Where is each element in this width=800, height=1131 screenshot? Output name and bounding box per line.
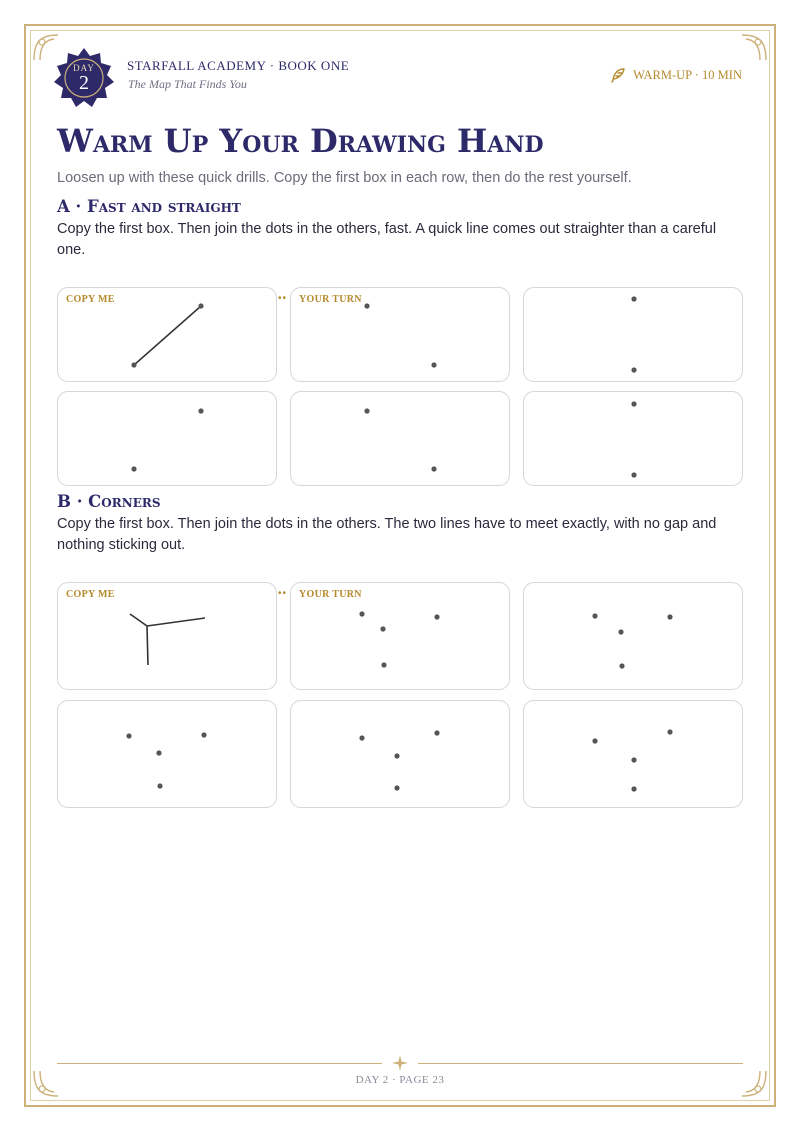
book-title: The Map That Finds You [128, 77, 247, 91]
dot-group [524, 701, 744, 809]
practice-box[interactable] [523, 287, 743, 382]
example-line [58, 288, 278, 383]
section-b-heading: B · Corners [57, 492, 161, 511]
dot-pair [291, 392, 511, 487]
footer-divider [57, 1063, 382, 1064]
practice-box[interactable] [290, 287, 510, 382]
footer-divider [418, 1063, 743, 1064]
dot-pair [524, 288, 744, 383]
practice-box[interactable] [57, 391, 277, 486]
practice-box[interactable] [523, 582, 743, 690]
day-badge-label: DAY [73, 63, 95, 73]
copy-me-label: COPY ME [66, 294, 115, 305]
activity-text: WARM-UP · 10 MIN [633, 67, 742, 82]
practice-box[interactable] [290, 391, 510, 486]
dot-pair [58, 392, 278, 487]
section-a-heading: A · Fast and straight [57, 197, 241, 216]
arrow-dots: •• [278, 293, 288, 304]
corner-flourish-icon [734, 30, 770, 66]
practice-box[interactable] [57, 700, 277, 808]
page-title: Warm Up Your Drawing Hand [57, 122, 544, 160]
practice-box[interactable] [523, 700, 743, 808]
copy-box [57, 582, 277, 690]
practice-box[interactable] [523, 391, 743, 486]
example-corner [58, 583, 278, 691]
star-icon [392, 1055, 408, 1071]
series-title: STARFALL ACADEMY · BOOK ONE [127, 58, 350, 73]
your-turn-label: YOUR TURN [299, 589, 362, 600]
arrow-dots: •• [278, 588, 288, 599]
section-a-description: Copy the first box. Then join the dots in the others, fast. A quick line comes out straighter than a careful one. [57, 221, 717, 258]
practice-box[interactable] [290, 700, 510, 808]
intro-text: Loosen up with these quick drills. Copy the first box in each row, then do the rest yourself. [57, 170, 632, 186]
practice-box[interactable] [290, 582, 510, 690]
day-badge-number: 2 [79, 72, 89, 94]
dot-group [58, 701, 278, 809]
activity-label [610, 67, 742, 83]
section-b-description: Copy the first box. Then join the dots in the others. The two lines have to meet exactly, with no gap and nothing sticking out. [57, 516, 717, 553]
dot-pair [291, 288, 511, 383]
dot-group [291, 583, 511, 691]
your-turn-label: YOUR TURN [299, 294, 362, 305]
copy-me-label: COPY ME [66, 589, 115, 600]
dot-group [524, 583, 744, 691]
feather-icon [610, 67, 626, 83]
copy-box [57, 287, 277, 382]
dot-pair [524, 392, 744, 487]
page-footer: DAY 2 · PAGE 23 [355, 1074, 445, 1086]
page-frame-inner [30, 30, 770, 1101]
dot-group [291, 701, 511, 809]
